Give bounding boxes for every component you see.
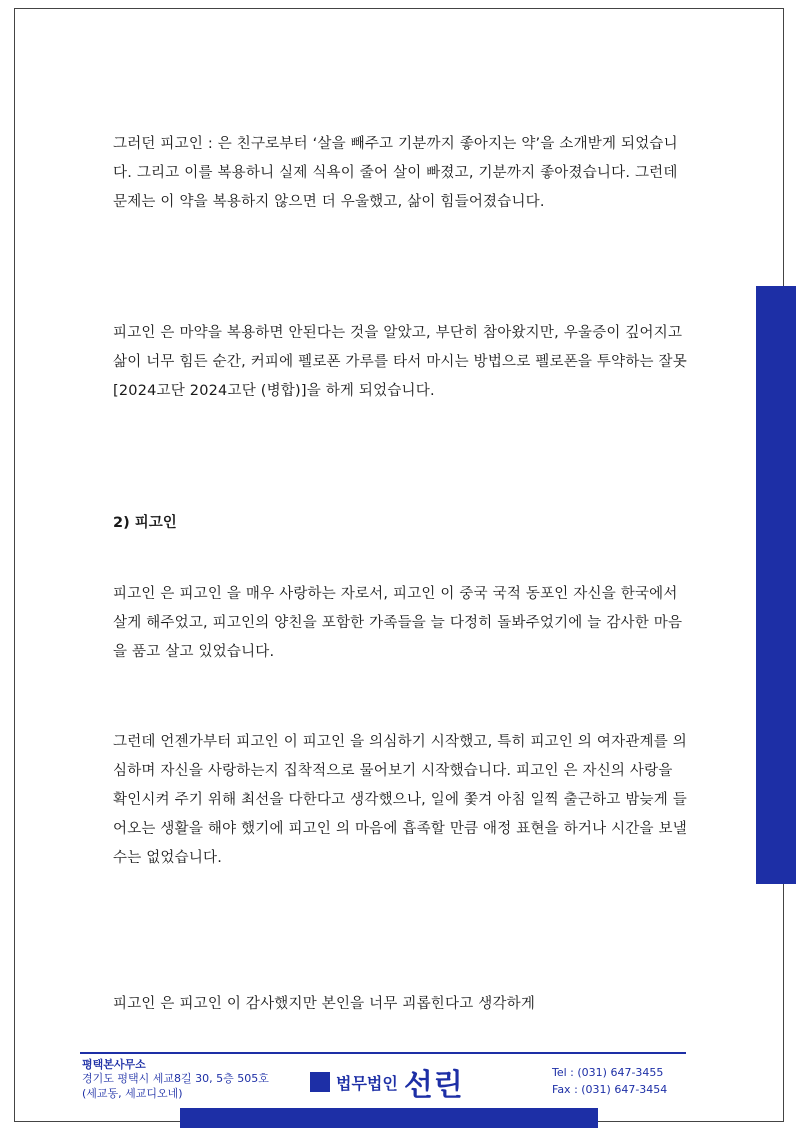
paragraph-1: 그러던 피고인 : 은 친구로부터 ‘살을 빼주고 기분까지 좋아지는 약’을 소개받게 되었습니다. 그리고 이를 복용하니 실제 식욕이 줄어 살이 빠졌고, 기분까지 좋아졌습니다. 그런데 문제는 이 약을 복용하지 않으면 더 우울했고, 삶이 힘들어졌습니다. [113, 136, 678, 210]
footer-address-line2: (세교동, 세교디오네) [82, 1087, 183, 1100]
firm-name: 선린 [403, 1068, 464, 1103]
footer-contact [552, 1064, 667, 1098]
firm-logo [310, 1060, 464, 1104]
footer-office-title: 평택본사무소 [82, 1058, 146, 1071]
paragraph-5: 피고인 은 피고인 이 감사했지만 본인을 너무 괴롭힌다고 생각하게 [113, 996, 536, 1012]
firm-type-label: 법무법인 [336, 1073, 398, 1093]
section-heading: 2) 피고인 [113, 515, 177, 531]
paragraph-3: 피고인 은 피고인 을 매우 사랑하는 자로서, 피고인 이 중국 국적 동포인 자신을 한국에서 살게 해주었고, 피고인의 양친을 포함한 가족들을 늘 다정히 돌봐주었기에 늘 감사한 마음을 품고 살고 있었습니다. [113, 586, 683, 660]
footer-fax: Fax : (031) 647-3454 [552, 1083, 668, 1096]
footer-address [82, 1071, 269, 1101]
footer-divider [80, 1052, 686, 1054]
firm-emblem-icon [310, 1072, 330, 1092]
footer-address-line1: 경기도 평택시 세교8길 30, 5층 505호 [82, 1072, 269, 1085]
paragraph-4: 그런데 언젠가부터 피고인 이 피고인 을 의심하기 시작했고, 특히 피고인 의 여자관계를 의심하며 자신을 사랑하는지 집착적으로 물어보기 시작했습니다. 피고인 은 자신의 사랑을 확인시켜 주기 위해 최선을 다한다고 생각했으나, 일에 쫓겨 아침 일찍 출근하고 밤늦게 들어오는 생활을 해야 했기에 피고인 의 마음에 흡족할 만큼 애정 표현을 하거나 시간을 보낼 수는 없었습니다. [113, 734, 687, 866]
paragraph-2: 피고인 은 마약을 복용하면 안된다는 것을 알았고, 부단히 참아왔지만, 우울증이 깊어지고 삶이 너무 힘든 순간, 커피에 펠로폰 가루를 타서 마시는 방법으로 펠로폰을 투약하는 잘못[2024고단 2024고단 (병합)]을 하게 되었습니다. [113, 325, 687, 399]
footer-tel: Tel : (031) 647-3455 [552, 1066, 664, 1079]
right-accent-bar [756, 286, 796, 884]
bottom-accent-bar [180, 1108, 598, 1128]
